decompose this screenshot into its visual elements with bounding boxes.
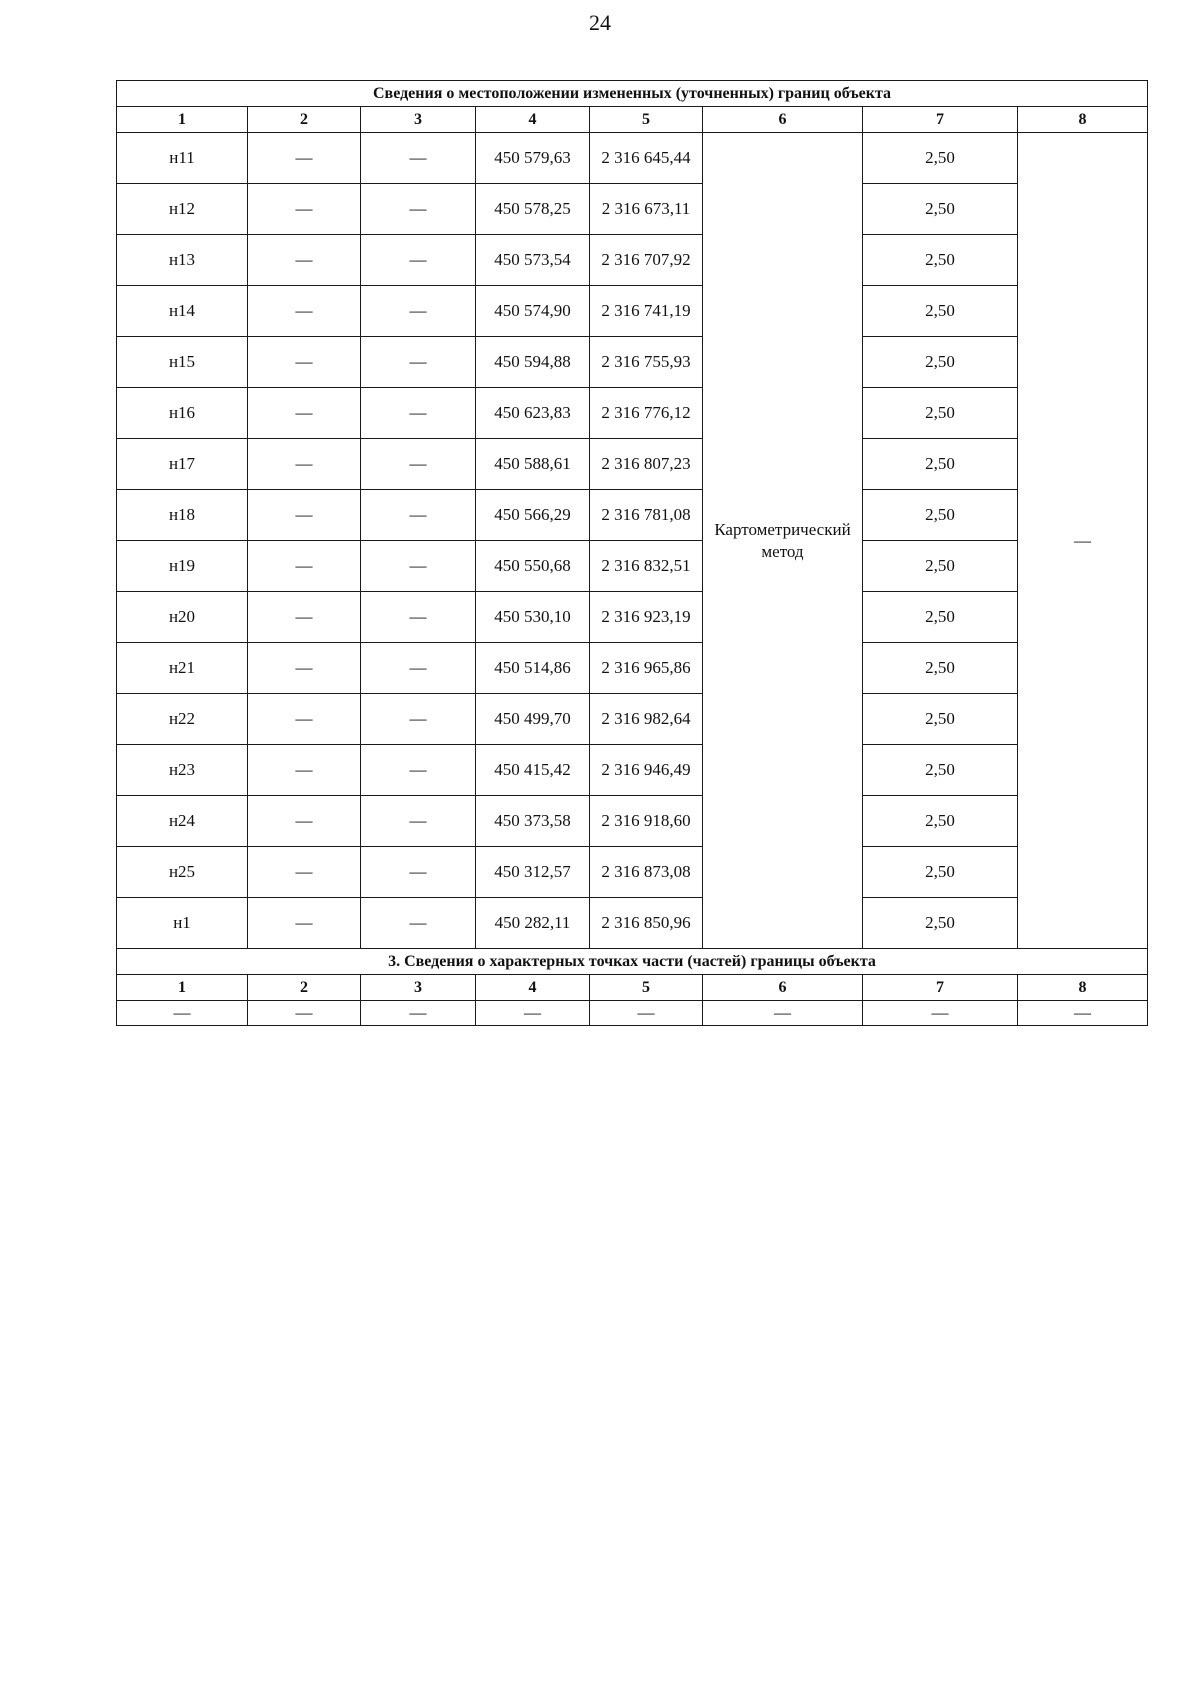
table-cell: — (248, 286, 361, 337)
table-cell: — (248, 643, 361, 694)
column8-cell: — (1018, 133, 1148, 949)
table-row (117, 388, 1148, 439)
table-cell: — (361, 796, 476, 847)
table-cell: — (248, 796, 361, 847)
table-cell: — (361, 490, 476, 541)
y-coordinate-cell: 2 316 673,11 (590, 184, 703, 235)
point-number-cell: н19 (117, 541, 248, 592)
y-coordinate-cell: 2 316 873,08 (590, 847, 703, 898)
table-cell: — (248, 745, 361, 796)
y-coordinate-cell: 2 316 807,23 (590, 439, 703, 490)
point-number-cell: н16 (117, 388, 248, 439)
point-number-cell: н24 (117, 796, 248, 847)
table-row (117, 235, 1148, 286)
section1-title-row (117, 81, 1148, 107)
table-cell: — (361, 235, 476, 286)
accuracy-cell: 2,50 (863, 133, 1018, 184)
x-coordinate-cell: 450 588,61 (476, 439, 590, 490)
y-coordinate-cell: 2 316 850,96 (590, 898, 703, 949)
column-number: 4 (476, 107, 590, 133)
column-number: 2 (248, 975, 361, 1001)
boundary-table (116, 80, 1148, 1026)
table-cell: — (361, 439, 476, 490)
accuracy-cell: 2,50 (863, 541, 1018, 592)
table-row (117, 694, 1148, 745)
table-cell: — (361, 337, 476, 388)
x-coordinate-cell: 450 579,63 (476, 133, 590, 184)
point-number-cell: н23 (117, 745, 248, 796)
table-row (117, 796, 1148, 847)
table-row (117, 286, 1148, 337)
section3-title-row (117, 949, 1148, 975)
point-number-cell: н25 (117, 847, 248, 898)
table-cell: — (248, 541, 361, 592)
table-cell: — (361, 184, 476, 235)
y-coordinate-cell: 2 316 755,93 (590, 337, 703, 388)
y-coordinate-cell: 2 316 923,19 (590, 592, 703, 643)
column-number: 8 (1018, 975, 1148, 1001)
table-cell: — (248, 1001, 361, 1026)
point-number-cell: н17 (117, 439, 248, 490)
x-coordinate-cell: 450 578,25 (476, 184, 590, 235)
point-number-cell: н20 (117, 592, 248, 643)
column-number: 3 (361, 975, 476, 1001)
table-cell: — (361, 541, 476, 592)
table-cell: — (476, 1001, 590, 1026)
table-cell: — (248, 337, 361, 388)
column-number: 8 (1018, 107, 1148, 133)
y-coordinate-cell: 2 316 946,49 (590, 745, 703, 796)
column-number: 1 (117, 107, 248, 133)
column-number: 7 (863, 107, 1018, 133)
point-number-cell: н22 (117, 694, 248, 745)
accuracy-cell: 2,50 (863, 592, 1018, 643)
x-coordinate-cell: 450 499,70 (476, 694, 590, 745)
column-number: 3 (361, 107, 476, 133)
table-row (117, 133, 1148, 184)
page-number: 24 (589, 10, 611, 35)
column-number: 5 (590, 975, 703, 1001)
y-coordinate-cell: 2 316 781,08 (590, 490, 703, 541)
table-row (117, 541, 1148, 592)
accuracy-cell: 2,50 (863, 337, 1018, 388)
accuracy-cell: 2,50 (863, 796, 1018, 847)
column-number: 2 (248, 107, 361, 133)
table-row (117, 490, 1148, 541)
table-cell: — (248, 898, 361, 949)
x-coordinate-cell: 450 282,11 (476, 898, 590, 949)
accuracy-cell: 2,50 (863, 184, 1018, 235)
column-number: 1 (117, 975, 248, 1001)
table-cell: — (361, 286, 476, 337)
point-number-cell: н18 (117, 490, 248, 541)
point-number-cell: н1 (117, 898, 248, 949)
x-coordinate-cell: 450 573,54 (476, 235, 590, 286)
section3-column-numbers (117, 975, 1148, 1001)
x-coordinate-cell: 450 530,10 (476, 592, 590, 643)
table-row (117, 439, 1148, 490)
y-coordinate-cell: 2 316 965,86 (590, 643, 703, 694)
table-cell: — (703, 1001, 863, 1026)
table-cell: — (117, 1001, 248, 1026)
x-coordinate-cell: 450 550,68 (476, 541, 590, 592)
table-cell: — (248, 694, 361, 745)
table-cell: — (248, 235, 361, 286)
table-cell: — (361, 133, 476, 184)
table-cell: — (361, 847, 476, 898)
x-coordinate-cell: 450 574,90 (476, 286, 590, 337)
table-row (117, 184, 1148, 235)
column-number: 4 (476, 975, 590, 1001)
point-number-cell: н21 (117, 643, 248, 694)
x-coordinate-cell: 450 312,57 (476, 847, 590, 898)
table-cell: — (590, 1001, 703, 1026)
accuracy-cell: 2,50 (863, 745, 1018, 796)
y-coordinate-cell: 2 316 918,60 (590, 796, 703, 847)
accuracy-cell: 2,50 (863, 694, 1018, 745)
table-cell: — (248, 133, 361, 184)
table-row (117, 847, 1148, 898)
x-coordinate-cell: 450 415,42 (476, 745, 590, 796)
y-coordinate-cell: 2 316 832,51 (590, 541, 703, 592)
x-coordinate-cell: 450 373,58 (476, 796, 590, 847)
x-coordinate-cell: 450 566,29 (476, 490, 590, 541)
method-cell: Картометрический метод (703, 133, 863, 949)
accuracy-cell: 2,50 (863, 490, 1018, 541)
table-row (117, 592, 1148, 643)
accuracy-cell: 2,50 (863, 898, 1018, 949)
point-number-cell: н12 (117, 184, 248, 235)
point-number-cell: н11 (117, 133, 248, 184)
y-coordinate-cell: 2 316 741,19 (590, 286, 703, 337)
point-number-cell: н13 (117, 235, 248, 286)
table-row (117, 643, 1148, 694)
column-number: 6 (703, 975, 863, 1001)
table-cell: — (361, 388, 476, 439)
accuracy-cell: 2,50 (863, 439, 1018, 490)
table-cell: — (1018, 1001, 1148, 1026)
accuracy-cell: 2,50 (863, 286, 1018, 337)
x-coordinate-cell: 450 594,88 (476, 337, 590, 388)
column-number: 6 (703, 107, 863, 133)
point-number-cell: н15 (117, 337, 248, 388)
table-cell: — (248, 388, 361, 439)
table-cell: — (361, 1001, 476, 1026)
table-cell: — (361, 592, 476, 643)
column-number: 7 (863, 975, 1018, 1001)
column-number: 5 (590, 107, 703, 133)
table-row (117, 745, 1148, 796)
table-cell: — (361, 643, 476, 694)
accuracy-cell: 2,50 (863, 847, 1018, 898)
x-coordinate-cell: 450 514,86 (476, 643, 590, 694)
accuracy-cell: 2,50 (863, 643, 1018, 694)
table-cell: — (248, 439, 361, 490)
table-cell: — (361, 745, 476, 796)
y-coordinate-cell: 2 316 982,64 (590, 694, 703, 745)
y-coordinate-cell: 2 316 645,44 (590, 133, 703, 184)
table-cell: — (248, 490, 361, 541)
section3-data-row (117, 1001, 1148, 1026)
table-row (117, 337, 1148, 388)
x-coordinate-cell: 450 623,83 (476, 388, 590, 439)
table-cell: — (248, 184, 361, 235)
section1-column-numbers (117, 107, 1148, 133)
y-coordinate-cell: 2 316 776,12 (590, 388, 703, 439)
point-number-cell: н14 (117, 286, 248, 337)
accuracy-cell: 2,50 (863, 388, 1018, 439)
section1-title: Сведения о местоположении измененных (уточненных) границ объекта (117, 81, 1148, 107)
section3-title: 3. Сведения о характерных точках части (частей) границы объекта (117, 949, 1148, 975)
table-row (117, 898, 1148, 949)
table-cell: — (863, 1001, 1018, 1026)
table-cell: — (361, 898, 476, 949)
table-cell: — (248, 592, 361, 643)
table-cell: — (248, 847, 361, 898)
accuracy-cell: 2,50 (863, 235, 1018, 286)
table-cell: — (361, 694, 476, 745)
y-coordinate-cell: 2 316 707,92 (590, 235, 703, 286)
